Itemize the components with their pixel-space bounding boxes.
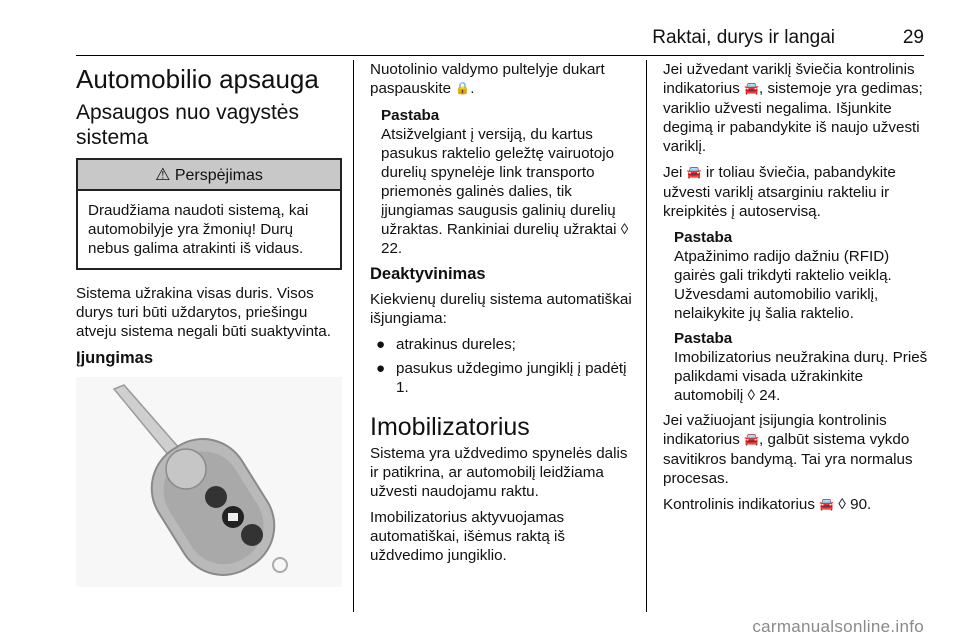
subsection-heading: Apsaugos nuo vagystės sistema: [76, 101, 299, 149]
paragraph-text: , galbūt sistema vykdo savitikros bandymą. Tai yra normalus procesas.: [663, 431, 913, 487]
car-key-illustration: [76, 377, 342, 587]
bullet-list: [370, 335, 636, 397]
paragraph-text: ir toliau šviečia, pabandykite užvesti variklį atsarginiu rakteliu ir kreipkitės į autoservisą.: [663, 164, 896, 220]
paragraph: Sistema užrakina visas duris. Visos durys turi būti uždarytos, priešingu atveju sistema negali būti suaktyvinta.: [76, 285, 331, 340]
section-heading-immobilizer: Imobilizatorius: [370, 413, 530, 441]
list-item: [370, 359, 636, 397]
note-text: [381, 125, 636, 258]
section-deactivation: Deaktyvinimas: [370, 265, 486, 283]
note-box: [370, 106, 636, 258]
paragraph: [663, 60, 928, 156]
column-divider-right: [646, 60, 647, 612]
list-item: [370, 335, 636, 354]
column-1: [76, 60, 342, 587]
warning-triangle-icon: ⚠: [155, 165, 171, 184]
column-3: [663, 60, 928, 522]
header-rule: [76, 55, 924, 56]
reference-arrow-icon: ◊: [620, 221, 629, 238]
reference-arrow-icon: ◊: [838, 496, 846, 513]
note-box: [663, 228, 928, 323]
list-item-text: atrakinus dureles;: [396, 336, 516, 353]
paragraph-text: Kontrolinis indikatorius: [663, 496, 815, 513]
section-heading: Automobilio apsauga: [76, 64, 319, 94]
warning-text: Draudžiama naudoti sistemą, kai automobilyje yra žmonių! Durų nebus galima atrakinti iš vidaus.: [88, 202, 309, 257]
list-item-text: pasukus uždegimo jungiklį į padėtį 1.: [396, 360, 627, 396]
paragraph-text: Jei važiuojant įsijungia kontrolinis indikatorius: [663, 412, 887, 448]
column-divider-left: [353, 60, 354, 612]
note-text: [674, 348, 928, 405]
bullet-icon: ●: [376, 336, 386, 353]
immobilizer-indicator-icon: 🚘: [744, 81, 760, 95]
paragraph: [663, 495, 928, 515]
page-reference[interactable]: 22.: [381, 240, 403, 257]
warning-box: [76, 158, 342, 270]
paragraph-text: Jei užvedant variklį šviečia kontrolinis indikatorius: [663, 61, 915, 97]
column-2: [370, 60, 636, 572]
warning-title: Perspėjimas: [174, 167, 263, 184]
note-box: [663, 329, 928, 405]
section-activation: Įjungimas: [76, 349, 154, 367]
paragraph-remote: Nuotolinio valdymo pultelyje dukart paspauskite 🔒.: [370, 61, 605, 97]
watermark: carmanualsonline.info: [752, 617, 924, 636]
paragraph: Imobilizatorius aktyvuojamas automatiškai, išėmus raktą iš uždvedimo jungiklio.: [370, 509, 565, 564]
car-key-image: [76, 377, 342, 587]
paragraph-remote-text: Nuotolinio valdymo pultelyje dukart paspauskite: [370, 61, 605, 97]
page-reference[interactable]: 24.: [759, 387, 781, 404]
paragraph-text: , sistemoje yra gedimas; variklio užvesti negalima. Išjunkite degimą ir pabandykite iš naujo užvesti variklį.: [663, 80, 923, 155]
header-title: Raktai, durys ir langai: [652, 27, 835, 48]
note-label: Pastaba: [674, 229, 733, 246]
paragraph: [663, 411, 928, 488]
paragraph: Sistema yra uždvedimo spynelės dalis ir patikrina, ar automobilį leidžiama užvesti naudojamu raktu.: [370, 445, 628, 500]
note-text-body: Imobilizatorius neužrakina durų. Prieš palikdami visada užrakinkite automobilį: [674, 349, 928, 404]
note-label: Pastaba: [381, 107, 440, 124]
paragraph: [663, 163, 928, 221]
lock-button-icon: 🔒: [455, 81, 471, 95]
page-number: 29: [902, 27, 924, 48]
immobilizer-indicator-icon: 🚘: [819, 497, 835, 511]
bullet-icon: ●: [376, 360, 386, 377]
warning-header: [78, 160, 340, 191]
note-text-body: Atsižvelgiant į versiją, du kartus pasukus raktelio geležtę vairuotojo durelių spynelėje link transporto priemonės galinės dalies, tik įjungiamas saugusis galinių durelių užraktas. Rankiniai durelių užraktai: [381, 126, 617, 238]
immobilizer-indicator-icon: 🚘: [744, 432, 760, 446]
paragraph-text: Jei: [663, 164, 683, 181]
paragraph: Kiekvienų durelių sistema automatiškai išjungiama:: [370, 291, 632, 327]
page-reference[interactable]: 90.: [850, 496, 872, 513]
immobilizer-indicator-icon: 🚘: [686, 165, 702, 179]
note-label: Pastaba: [674, 330, 733, 347]
note-text: Atpažinimo radijo dažniu (RFID) gairės gali trikdyti raktelio veiklą. Užvesdami automobilio variklį, nelaikykite jų šalia raktelio.: [674, 248, 892, 322]
reference-arrow-icon: ◊: [747, 387, 755, 404]
